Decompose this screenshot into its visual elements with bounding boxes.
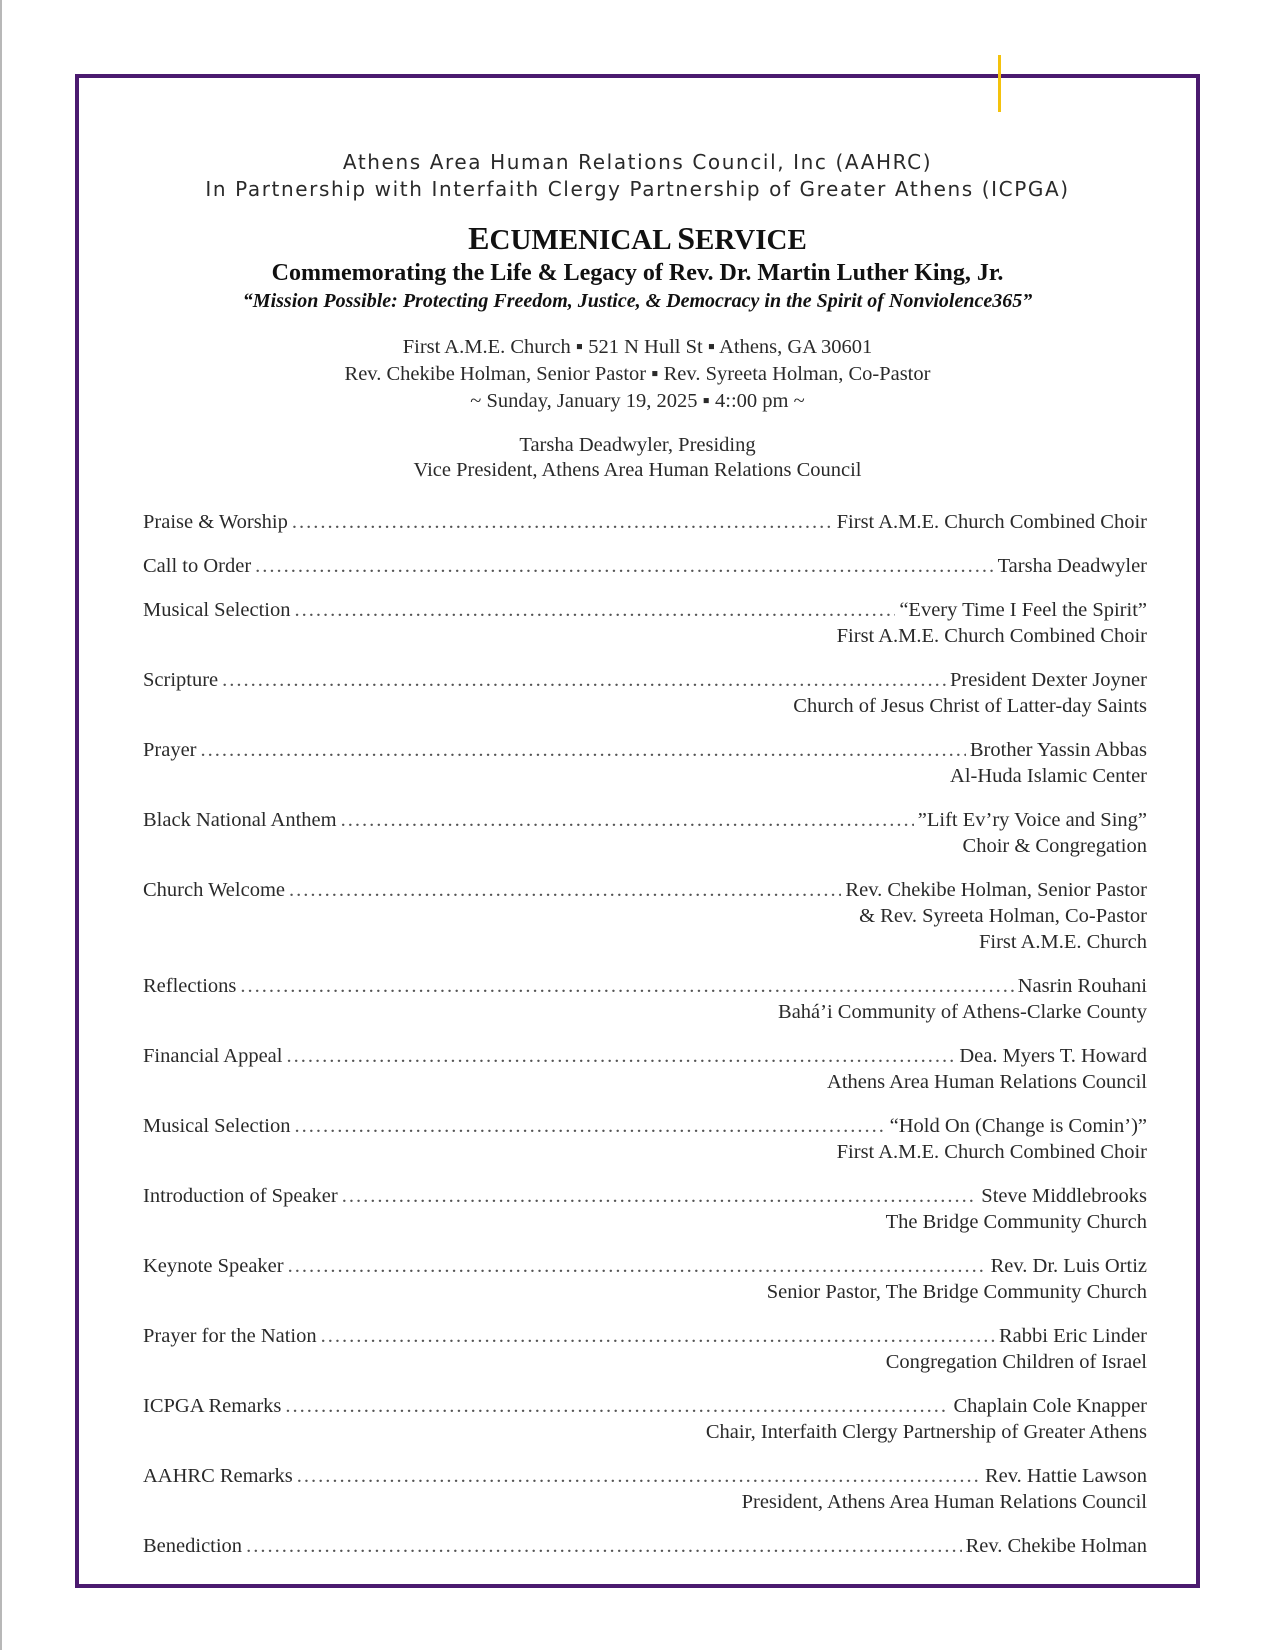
subtitle: Commemorating the Life & Legacy of Rev. Dr. Martin Luther King, Jr. xyxy=(271,260,1004,286)
program-item-label: Scripture xyxy=(143,669,219,691)
program-item xyxy=(143,667,1147,719)
dot-leader xyxy=(297,1463,981,1489)
program-item xyxy=(143,973,1147,1025)
program-item-participant: “Every Time I Feel the Spirit” xyxy=(899,599,1147,621)
program-item-participant: Steve Middlebrooks xyxy=(981,1185,1147,1207)
program-item xyxy=(143,1393,1147,1445)
program-header xyxy=(75,149,1200,483)
program-item-label: Black National Anthem xyxy=(143,809,337,831)
program-item-label: Call to Order xyxy=(143,555,252,577)
partnership-line: In Partnership with Interfaith Clergy Partnership of Greater Athens (ICPGA) xyxy=(205,177,1070,201)
dot-leader xyxy=(222,667,946,693)
program-item-label: Prayer for the Nation xyxy=(143,1325,317,1347)
program-item-participant: “Hold On (Change is Comin’)” xyxy=(889,1115,1147,1137)
program-item-affiliation: Senior Pastor, The Bridge Community Church xyxy=(766,1281,1147,1303)
dot-leader xyxy=(341,807,914,833)
venue-date-time: ~ Sunday, January 19, 2025 ▪ 4::00 pm ~ xyxy=(470,390,805,412)
program-item-affiliation: Athens Area Human Relations Council xyxy=(827,1071,1147,1093)
program-row xyxy=(143,1043,1147,1069)
program-item-affiliation: Bahá’i Community of Athens-Clarke County xyxy=(778,1001,1147,1023)
gold-accent-line xyxy=(998,55,1001,112)
program-item-label: Financial Appeal xyxy=(143,1045,283,1067)
program-item xyxy=(143,553,1147,579)
dot-leader xyxy=(201,737,966,763)
program-row xyxy=(143,1393,1147,1419)
program-item-label: Praise & Worship xyxy=(143,511,288,533)
program-item-participant: ”Lift Ev’ry Voice and Sing” xyxy=(917,809,1147,831)
dot-leader xyxy=(246,1533,962,1559)
dot-leader xyxy=(255,553,993,579)
program-item-participant: Chaplain Cole Knapper xyxy=(953,1395,1147,1417)
program-row xyxy=(143,973,1147,999)
venue-pastors: Rev. Chekibe Holman, Senior Pastor ▪ Rev. Syreeta Holman, Co-Pastor xyxy=(344,363,931,385)
program-item-participant: First A.M.E. Church Combined Choir xyxy=(836,511,1147,533)
program-row xyxy=(143,553,1147,579)
program-item xyxy=(143,807,1147,859)
program-row xyxy=(143,509,1147,535)
program-item-affiliation: First A.M.E. Church xyxy=(979,931,1147,953)
program-item-affiliation: First A.M.E. Church Combined Choir xyxy=(836,625,1147,647)
dot-leader xyxy=(240,973,1013,999)
program-item xyxy=(143,1463,1147,1515)
presider-name: Tarsha Deadwyler, Presiding xyxy=(519,434,756,456)
program-item-participant: Nasrin Rouhani xyxy=(1017,975,1147,997)
program-row xyxy=(143,1533,1147,1559)
theme-line: “Mission Possible: Protecting Freedom, Justice, & Democracy in the Spirit of Nonviolence365” xyxy=(242,290,1033,312)
program-row xyxy=(143,737,1147,763)
program-row xyxy=(143,1113,1147,1139)
program-item-label: Introduction of Speaker xyxy=(143,1185,338,1207)
program-row xyxy=(143,597,1147,623)
program-item-label: ICPGA Remarks xyxy=(143,1395,282,1417)
program-row xyxy=(143,1253,1147,1279)
program-row xyxy=(143,1183,1147,1209)
dot-leader xyxy=(294,597,895,623)
program-item-label: Musical Selection xyxy=(143,599,291,621)
program-item-label: Church Welcome xyxy=(143,879,285,901)
dot-leader xyxy=(342,1183,978,1209)
program-item xyxy=(143,1253,1147,1305)
program-item-participant: Rev. Chekibe Holman, Senior Pastor xyxy=(845,879,1147,901)
program-item xyxy=(143,597,1147,649)
program-item xyxy=(143,1043,1147,1095)
program-item-label: AAHRC Remarks xyxy=(143,1465,293,1487)
program-item-participant: Rev. Hattie Lawson xyxy=(984,1465,1147,1487)
program-item-participant: President Dexter Joyner xyxy=(950,669,1147,691)
program-item xyxy=(143,737,1147,789)
program-item-label: Benediction xyxy=(143,1535,243,1557)
program-row xyxy=(143,877,1147,903)
program-item-participant: Rev. Dr. Luis Ortiz xyxy=(990,1255,1147,1277)
program-row xyxy=(143,1463,1147,1489)
organization-line: Athens Area Human Relations Council, Inc (AAHRC) xyxy=(342,150,933,174)
page-title: ECUMENICAL SERVICE xyxy=(468,220,807,256)
program-item xyxy=(143,1323,1147,1375)
program-row xyxy=(143,807,1147,833)
program-list xyxy=(143,509,1147,1577)
program-item xyxy=(143,1183,1147,1235)
program-row xyxy=(143,1323,1147,1349)
program-row xyxy=(143,667,1147,693)
program-item-label: Keynote Speaker xyxy=(143,1255,284,1277)
program-item xyxy=(143,509,1147,535)
dot-leader xyxy=(289,877,841,903)
program-item-participant: Dea. Myers T. Howard xyxy=(959,1045,1147,1067)
program-item-participant: Brother Yassin Abbas xyxy=(969,739,1147,761)
program-item-affiliation: Al-Huda Islamic Center xyxy=(950,765,1147,787)
dot-leader xyxy=(321,1323,995,1349)
program-item-label: Musical Selection xyxy=(143,1115,291,1137)
program-item-participant: Tarsha Deadwyler xyxy=(997,555,1147,577)
program-item xyxy=(143,877,1147,955)
dot-leader xyxy=(286,1043,955,1069)
venue-address: First A.M.E. Church ▪ 521 N Hull St ▪ Athens, GA 30601 xyxy=(402,336,873,358)
program-item-label: Prayer xyxy=(143,739,197,761)
program-item-affiliation: Church of Jesus Christ of Latter-day Saints xyxy=(793,695,1147,717)
program-item-affiliation: Choir & Congregation xyxy=(962,835,1147,857)
venue-block xyxy=(75,334,1200,415)
program-item-affiliation: President, Athens Area Human Relations Council xyxy=(741,1491,1147,1513)
presider-block xyxy=(75,433,1200,483)
page-edge xyxy=(0,0,2,1650)
presider-title: Vice President, Athens Area Human Relations Council xyxy=(413,459,862,481)
program-item xyxy=(143,1113,1147,1165)
program-item-participant: Rabbi Eric Linder xyxy=(998,1325,1147,1347)
program-item-affiliation: & Rev. Syreeta Holman, Co-Pastor xyxy=(859,905,1147,927)
program-item-affiliation: The Bridge Community Church xyxy=(885,1211,1147,1233)
dot-leader xyxy=(292,509,833,535)
program-item-affiliation: Chair, Interfaith Clergy Partnership of Greater Athens xyxy=(705,1421,1147,1443)
program-item-affiliation: Congregation Children of Israel xyxy=(885,1351,1147,1373)
dot-leader xyxy=(288,1253,987,1279)
program-item-participant: Rev. Chekibe Holman xyxy=(965,1535,1147,1557)
dot-leader xyxy=(294,1113,885,1139)
program-item-label: Reflections xyxy=(143,975,237,997)
program-item-affiliation: First A.M.E. Church Combined Choir xyxy=(836,1141,1147,1163)
dot-leader xyxy=(285,1393,949,1419)
program-item xyxy=(143,1533,1147,1559)
